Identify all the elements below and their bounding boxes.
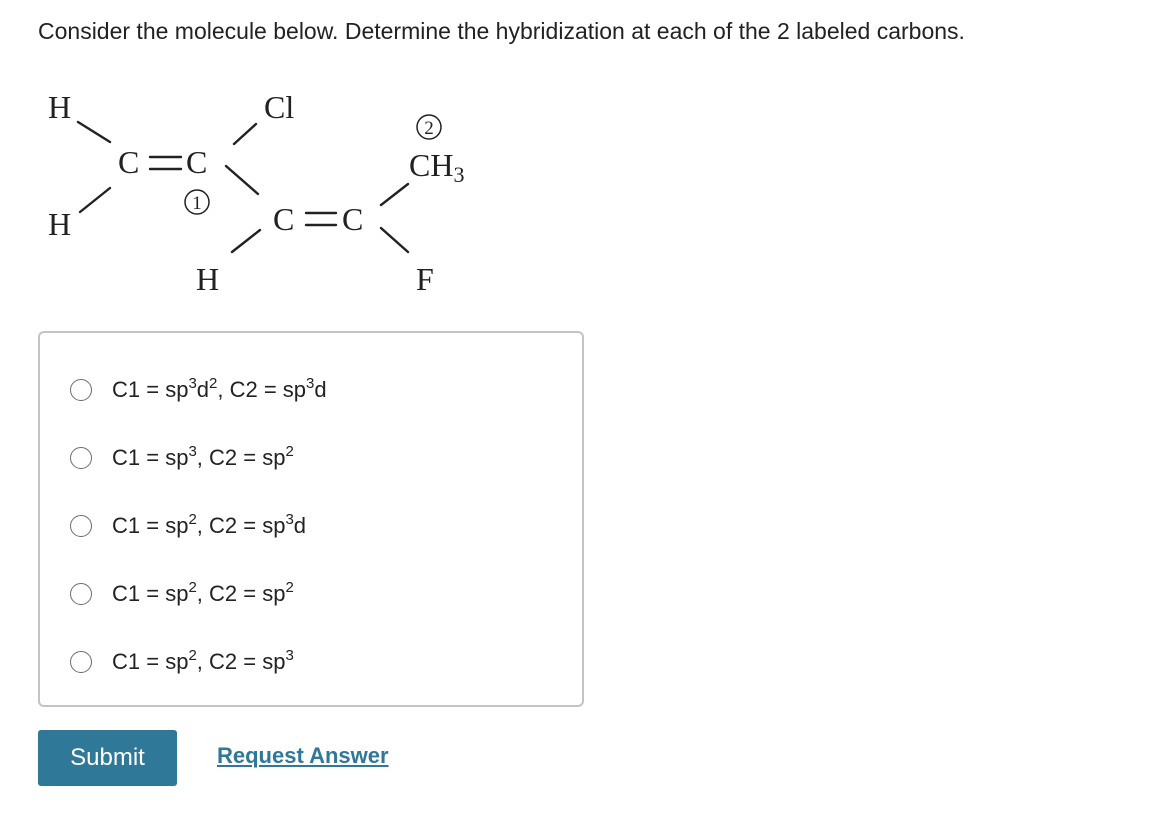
request-answer-link[interactable]: Request Answer bbox=[217, 743, 389, 768]
bond-c1-c bbox=[226, 166, 258, 194]
option-label: $C1 = sp^2$, $C2 = sp^2$ bbox=[112, 579, 294, 606]
atom-c: C bbox=[118, 144, 140, 180]
question-text: Consider the molecule below. Determine the hybridization at each of the 2 labeled carbons. bbox=[38, 18, 965, 44]
option-label: $C1 = sp^3d^2$, $C2 = sp^3d$ bbox=[112, 375, 327, 402]
atom-h: H bbox=[196, 261, 220, 297]
option-1[interactable] bbox=[70, 375, 327, 405]
option-3[interactable] bbox=[70, 511, 306, 541]
molecule-structure bbox=[36, 80, 516, 305]
atom-h: H bbox=[48, 89, 72, 125]
atom-cl: Cl bbox=[264, 89, 295, 125]
answer-options bbox=[38, 331, 584, 707]
atom-h: H bbox=[48, 206, 72, 242]
option-2[interactable] bbox=[70, 443, 294, 473]
radio-button[interactable] bbox=[70, 447, 92, 469]
option-label: $C1 = sp^2$, $C2 = sp^3d$ bbox=[112, 511, 307, 538]
option-label: $C1 = sp^2$, $C2 = sp^3$ bbox=[112, 647, 294, 674]
option-label: $C1 = sp^3$, $C2 = sp^2$ bbox=[112, 443, 294, 470]
bond-c1-cl bbox=[234, 124, 256, 144]
radio-button[interactable] bbox=[70, 515, 92, 537]
atom-ch3-subscript: 3 bbox=[453, 162, 465, 187]
atom-ch3 bbox=[409, 147, 464, 187]
bond-c-h bbox=[232, 230, 260, 252]
atom-c2: C bbox=[342, 201, 364, 237]
radio-button[interactable] bbox=[70, 583, 92, 605]
atom-f: F bbox=[416, 261, 434, 297]
bond-c2-ch3 bbox=[381, 184, 408, 205]
bond-h-c-top bbox=[78, 122, 110, 142]
option-4[interactable] bbox=[70, 579, 294, 609]
radio-button[interactable] bbox=[70, 651, 92, 673]
label-2-number: 2 bbox=[424, 118, 434, 139]
submit-button[interactable]: Submit bbox=[38, 730, 177, 786]
label-1-number: 1 bbox=[192, 193, 202, 214]
radio-button[interactable] bbox=[70, 379, 92, 401]
atom-ch3-main: CH bbox=[409, 147, 454, 183]
bond-c2-f bbox=[381, 228, 408, 252]
option-5[interactable] bbox=[70, 647, 294, 677]
atom-c1: C bbox=[186, 144, 208, 180]
atom-c: C bbox=[273, 201, 295, 237]
bond-h-c-bottom bbox=[80, 188, 110, 212]
